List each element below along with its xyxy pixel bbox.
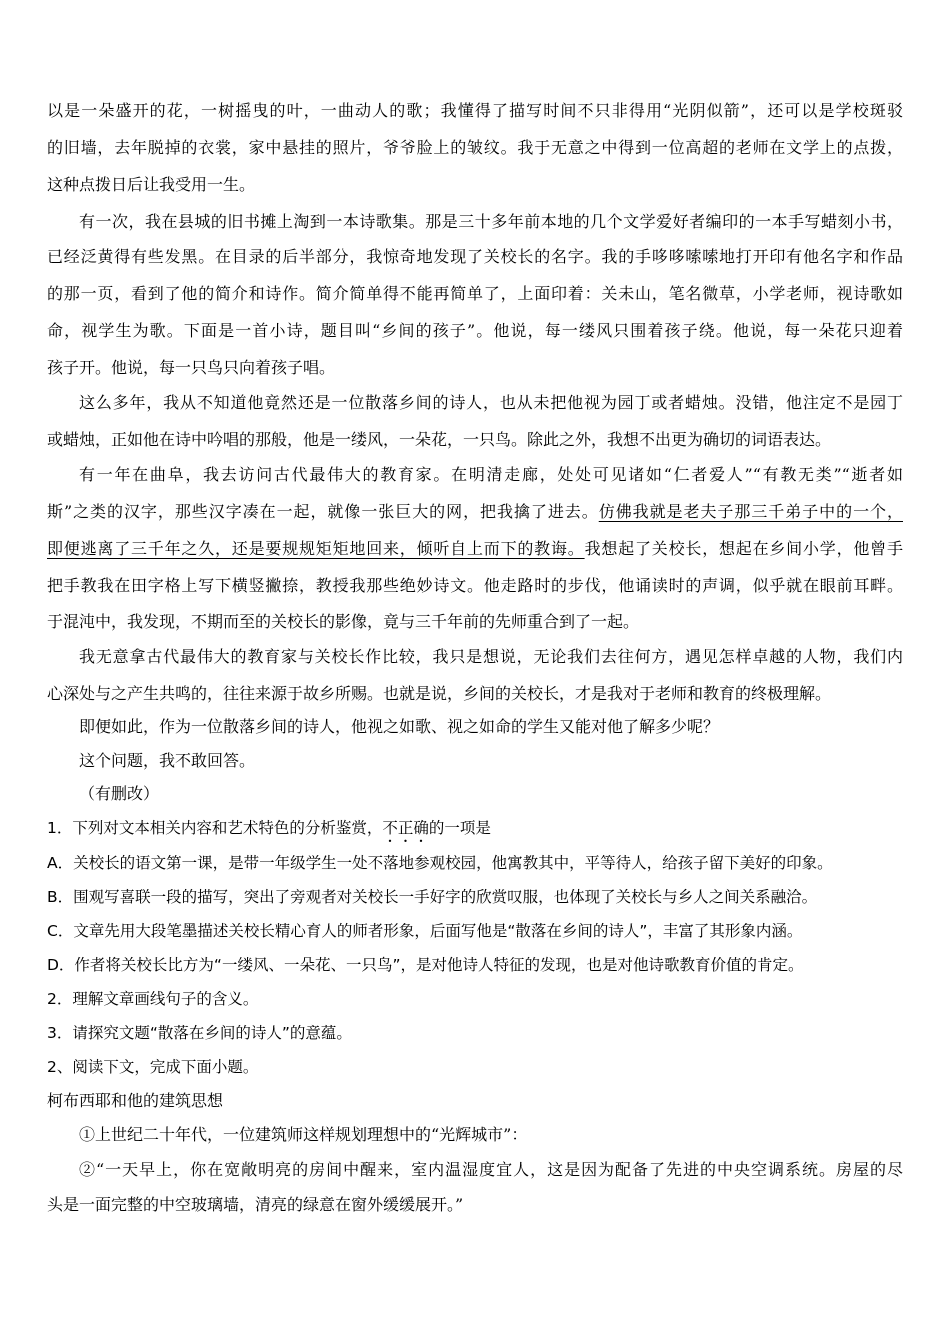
text-segment: 斯”之类的汉字，那些汉字凑在一起，就像一张巨大的网，把我擒了进去。 [47,502,599,521]
text-line: 以是一朵盛开的花，一树摇曳的叶，一曲动人的歌；我懂得了描写时间不只非得用“光阴似箭”，还可以是学校斑驳 [47,101,903,120]
emphasis-not-correct: 不正确 [382,819,429,837]
text-line: 的那一页，看到了他的简介和诗作。简介简单得不能再简单了，上面印着：关未山，笔名微草，小学老师，视诗歌如 [47,284,903,303]
text-line: 有一次，我在县城的旧书摊上淘到一本诗歌集。那是三十多年前本地的几个文学爱好者编印的一本手写蜡刻小书， [79,212,903,231]
section-2-heading: 2、阅读下文，完成下面小题。 [47,1058,259,1076]
paragraph-1: ①上世纪二十年代，一位建筑师这样规划理想中的“光辉城市”： [79,1125,528,1144]
option-c: C．文章先用大段笔墨描述关校长精心育人的师者形象，后面写他是“散落在乡间的诗人”，丰富了其形象内涵。 [47,922,803,940]
question-1: 1．下列对文本相关内容和艺术特色的分析鉴赏，不正确的一项是 [47,819,491,837]
underlined-sentence: 仿佛我就是老夫子那三千弟子中的一个， [598,502,903,521]
text-segment: 我想起了关校长，想起在乡间小学，他曾手 [584,539,903,558]
question-2: 2．理解文章画线句子的含义。 [47,990,259,1008]
underlined-sentence: 即便逃离了三千年之久，还是要规规矩矩地回来，倾听自上而下的教诲。 [47,539,585,558]
paragraph-2-line: ②“一天早上，你在宽敞明亮的房间中醒来，室内温湿度宜人，这是因为配备了先进的中央空调系统。房屋的尽 [79,1160,903,1179]
text-line: 把手教我在田字格上写下横竖撇捺，教授我那些绝妙诗文。他走路时的步伐，他诵读时的声调，似乎就在眼前耳畔。 [47,576,903,595]
text-line: 我无意拿古代最伟大的教育家与关校长作比较，我只是想说，无论我们去往何方，遇见怎样卓越的人物，我们内 [79,647,903,666]
option-b: B．围观写喜联一段的描写，突出了旁观者对关校长一手好字的欣赏叹服，也体现了关校长与乡人之间关系融洽。 [47,888,818,906]
text-line: 已经泛黄得有些发黑。在目录的后半部分，我惊奇地发现了关校长的名字。我的手哆哆嗦嗦地打开印有他名字和作品 [47,247,903,266]
source-note: （有删改） [79,784,160,803]
text-line: 即便如此，作为一位散落乡间的诗人，他视之如歌、视之如命的学生又能对他了解多少呢？ [79,717,720,736]
paragraph-2-line: 头是一面完整的中空玻璃墙，清亮的绿意在窗外缓缓展开。” [47,1195,464,1214]
text-line: 心深处与之产生共鸣的，往往来源于故乡所赐。也就是说，乡间的关校长，才是我对于老师和教育的终极理解。 [47,684,832,703]
text-line: 或蜡烛，正如他在诗中吟唱的那般，他是一缕风，一朵花，一只鸟。除此之外，我想不出更为确切的词语表达。 [47,430,832,449]
question-3: 3．请探究文题“散落在乡间的诗人”的意蕴。 [47,1024,352,1042]
text-line: 这个问题，我不敢回答。 [79,751,256,770]
text-line: 命，视学生为歌。下面是一首小诗，题目叫“乡间的孩子”。他说，每一缕风只围着孩子绕。他说，每一朵花只迎着 [47,321,903,340]
text-line: 于混沌中，我发现，不期而至的关校长的影像，竟与三千年前的先师重合到了一起。 [47,612,640,631]
passage-title: 柯布西耶和他的建筑思想 [47,1091,224,1110]
text-line: 有一年在曲阜，我去访问古代最伟大的教育家。在明清走廊，处处可见诸如“仁者爱人”“有教无类”“逝者如 [79,465,903,484]
text-line [47,538,903,560]
text-line [47,501,903,523]
text-line: 的旧墙，去年脱掉的衣裳，家中悬挂的照片，爷爷脸上的皱纹。我于无意之中得到一位高超的老师在文学上的点拨， [47,138,903,157]
option-d: D．作者将关校长比方为“一缕风、一朵花、一只鸟”，是对他诗人特征的发现，也是对他诗歌教育价值的肯定。 [47,956,804,974]
option-a: A．关校长的语文第一课，是带一年级学生一处不落地参观校园，他寓教其中，平等待人，给孩子留下美好的印象。 [47,854,833,872]
text-line: 孩子开。他说，每一只鸟只向着孩子唱。 [47,358,336,377]
text-line: 这么多年，我从不知道他竟然还是一位散落乡间的诗人，也从未把他视为园丁或者蜡烛。没错，他注定不是园丁 [79,393,903,412]
text-line: 这种点拨日后让我受用一生。 [47,175,256,194]
